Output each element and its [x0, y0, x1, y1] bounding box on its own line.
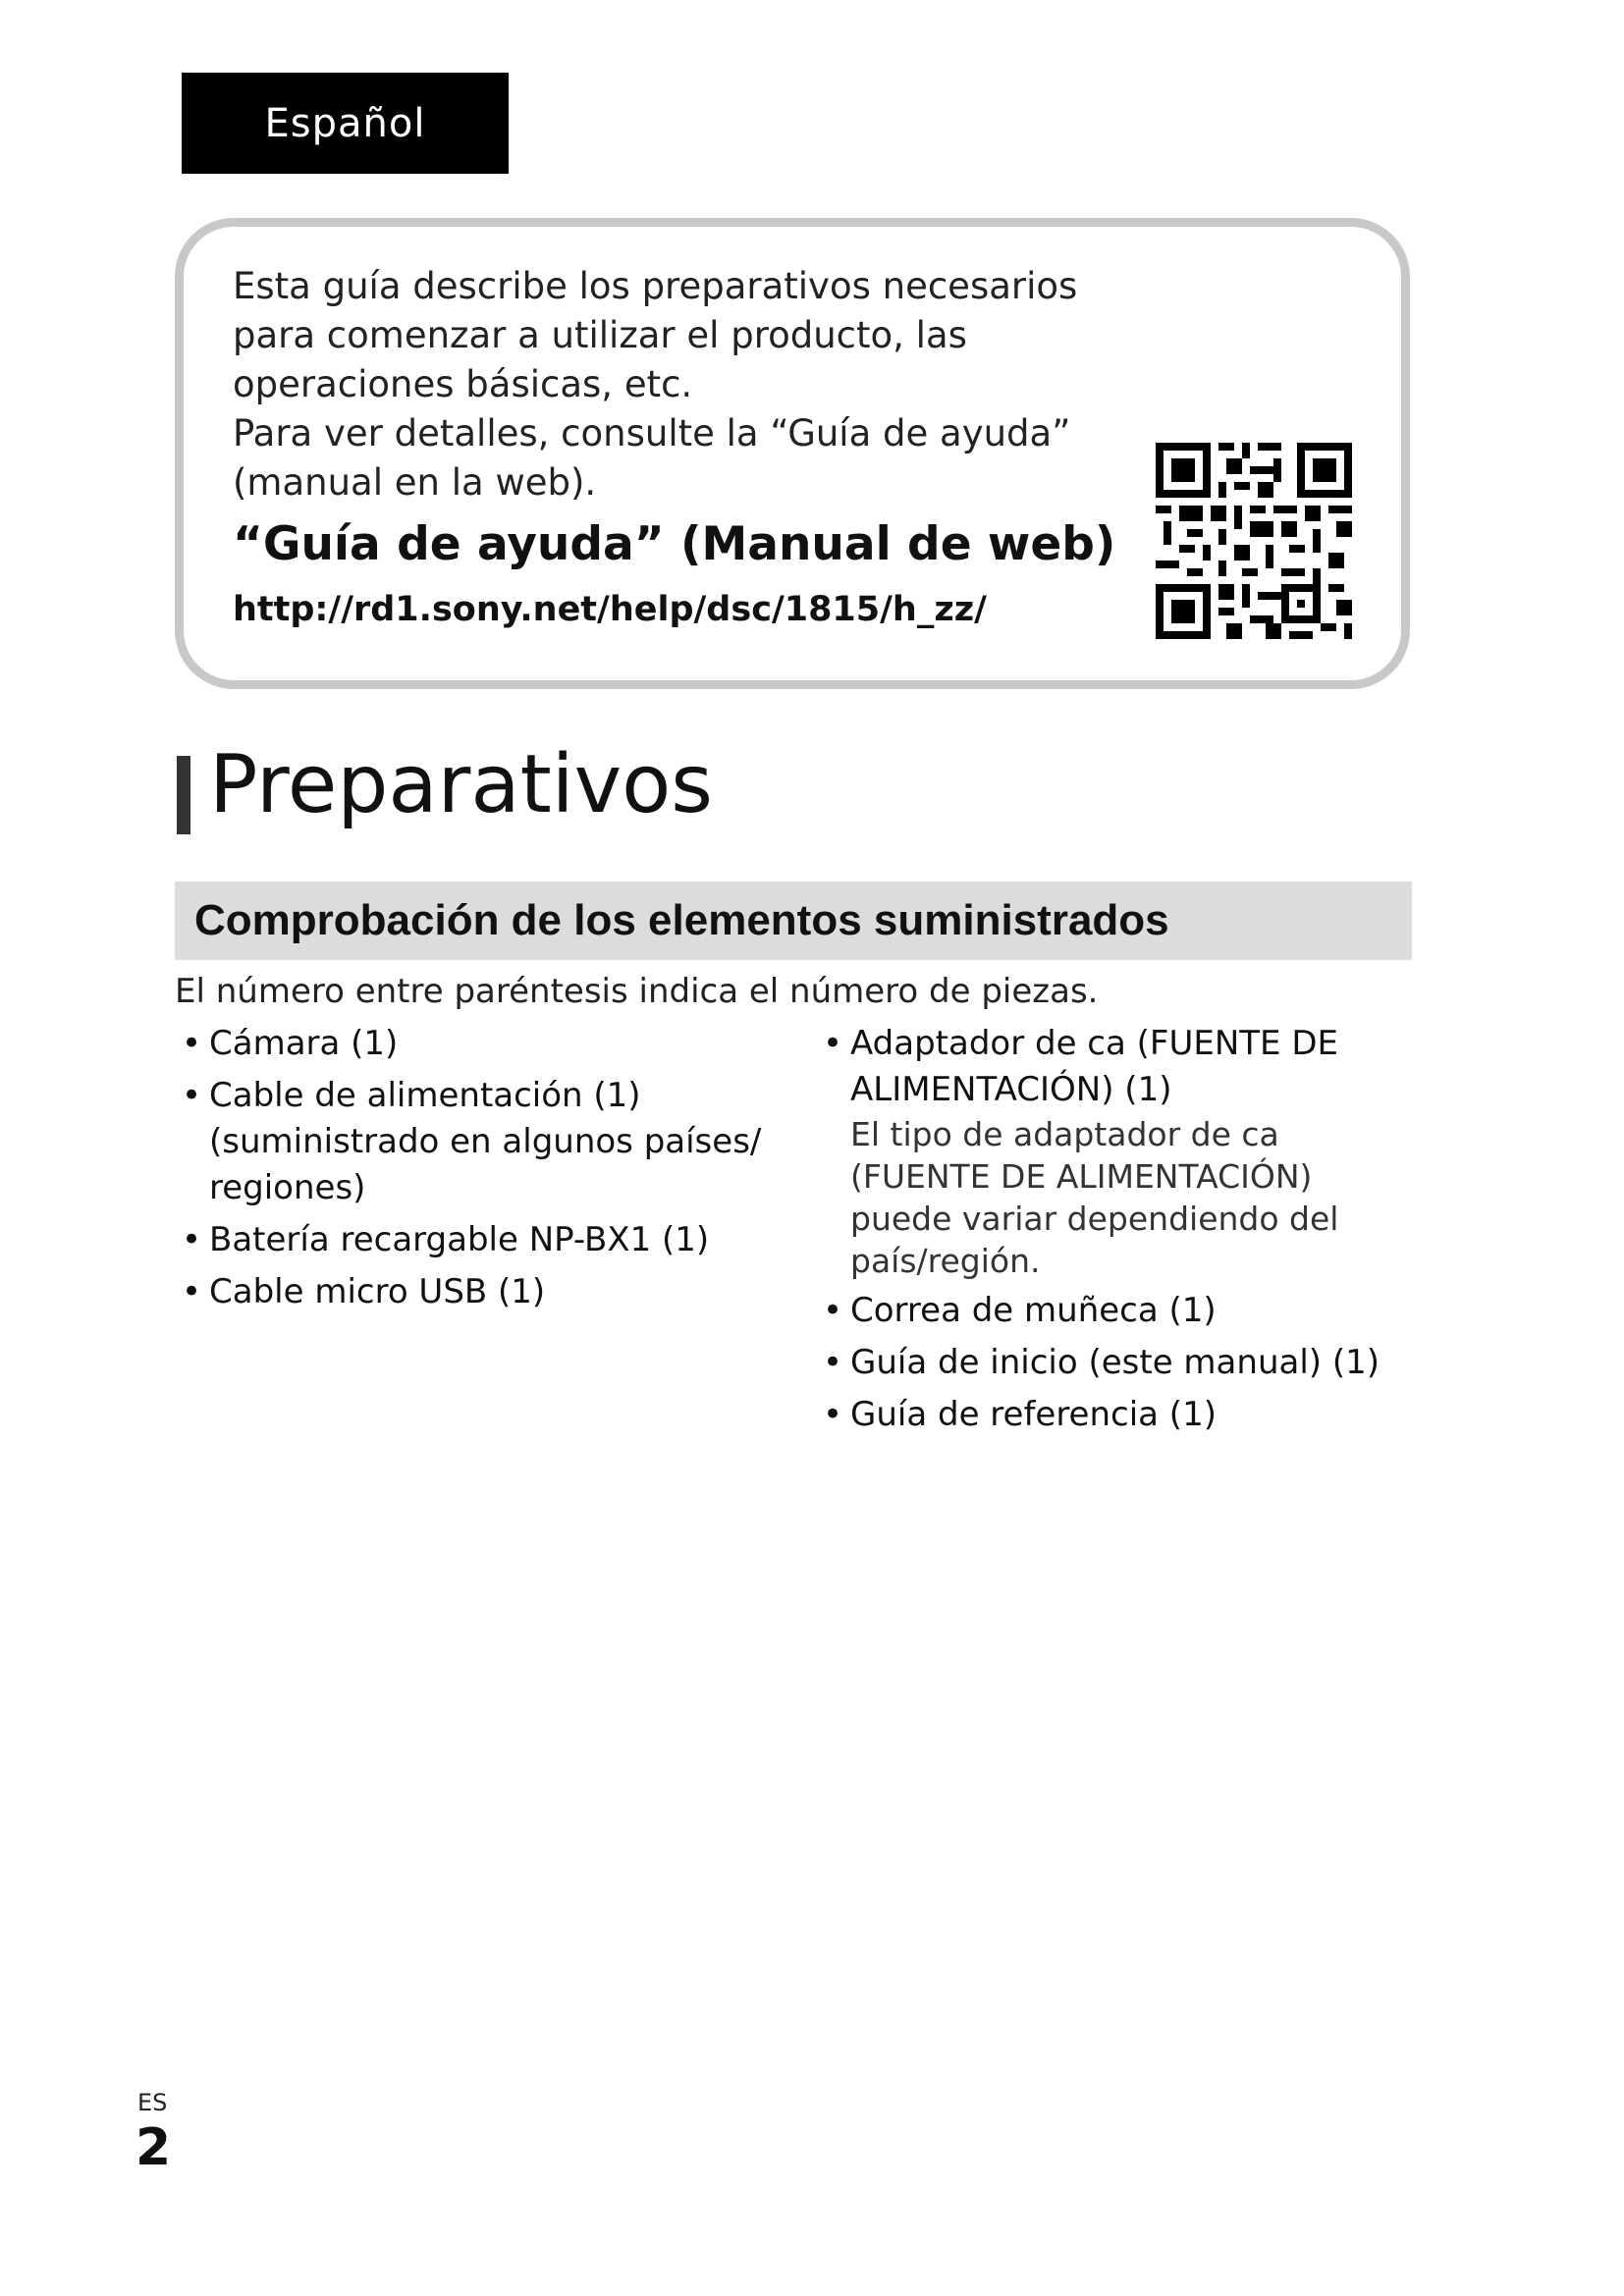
help-guide-box [175, 218, 1410, 689]
list-item [823, 1021, 1412, 1282]
section-marker [177, 756, 190, 834]
item-description: El tipo de adaptador de ca (FUENTE DE ALIMENTACIÓN) puede variar dependiendo del país/región. [850, 1115, 1339, 1280]
item-name: • Batería recargable NP-BX1 (1) [209, 1220, 710, 1259]
intro-line: Para ver detalles, consulte la “Guía de ayuda” [233, 412, 1071, 454]
subsection-title: Comprobación de los elementos suministrados [194, 896, 1169, 944]
item-name: • Adaptador de ca (FUENTE DE ALIMENTACIÓN) (1) [850, 1024, 1338, 1109]
qr-code-icon [1156, 443, 1352, 639]
intro-text [233, 262, 1116, 507]
pieces-note: El número entre paréntesis indica el número de piezas. [175, 972, 1099, 1011]
item-name: • Correa de muñeca (1) [850, 1291, 1217, 1330]
item-name: • Guía de inicio (este manual) (1) [850, 1343, 1380, 1382]
subsection-header [175, 881, 1412, 960]
item-name: • Cable micro USB (1) [209, 1272, 546, 1311]
items-list-left [182, 1021, 790, 1321]
intro-line: Esta guía describe los preparativos necesarios [233, 265, 1078, 307]
list-item [182, 1021, 790, 1067]
language-tab: Español [182, 73, 509, 174]
intro-line: operaciones básicas, etc. [233, 363, 693, 405]
list-item [182, 1073, 790, 1211]
section-title: Preparativos [209, 738, 713, 831]
help-guide-title: “Guía de ayuda” (Manual de web) [233, 517, 1116, 571]
intro-line: (manual en la web). [233, 461, 597, 504]
item-name: • Guía de referencia (1) [850, 1395, 1217, 1434]
list-item [823, 1340, 1412, 1386]
item-name: • Cámara (1) [209, 1024, 399, 1063]
item-name: • Cable de alimentación (1) (suministrado en algunos países/ regiones) [209, 1076, 762, 1207]
page-number: 2 [135, 2118, 172, 2177]
list-item [823, 1288, 1412, 1334]
language-code: ES [137, 2089, 168, 2116]
help-guide-url[interactable]: http://rd1.sony.net/help/dsc/1815/h_zz/ [233, 590, 987, 629]
items-list-right [823, 1021, 1412, 1444]
intro-line: para comenzar a utilizar el producto, las [233, 314, 967, 356]
list-item [182, 1269, 790, 1315]
list-item [182, 1217, 790, 1263]
list-item [823, 1392, 1412, 1438]
